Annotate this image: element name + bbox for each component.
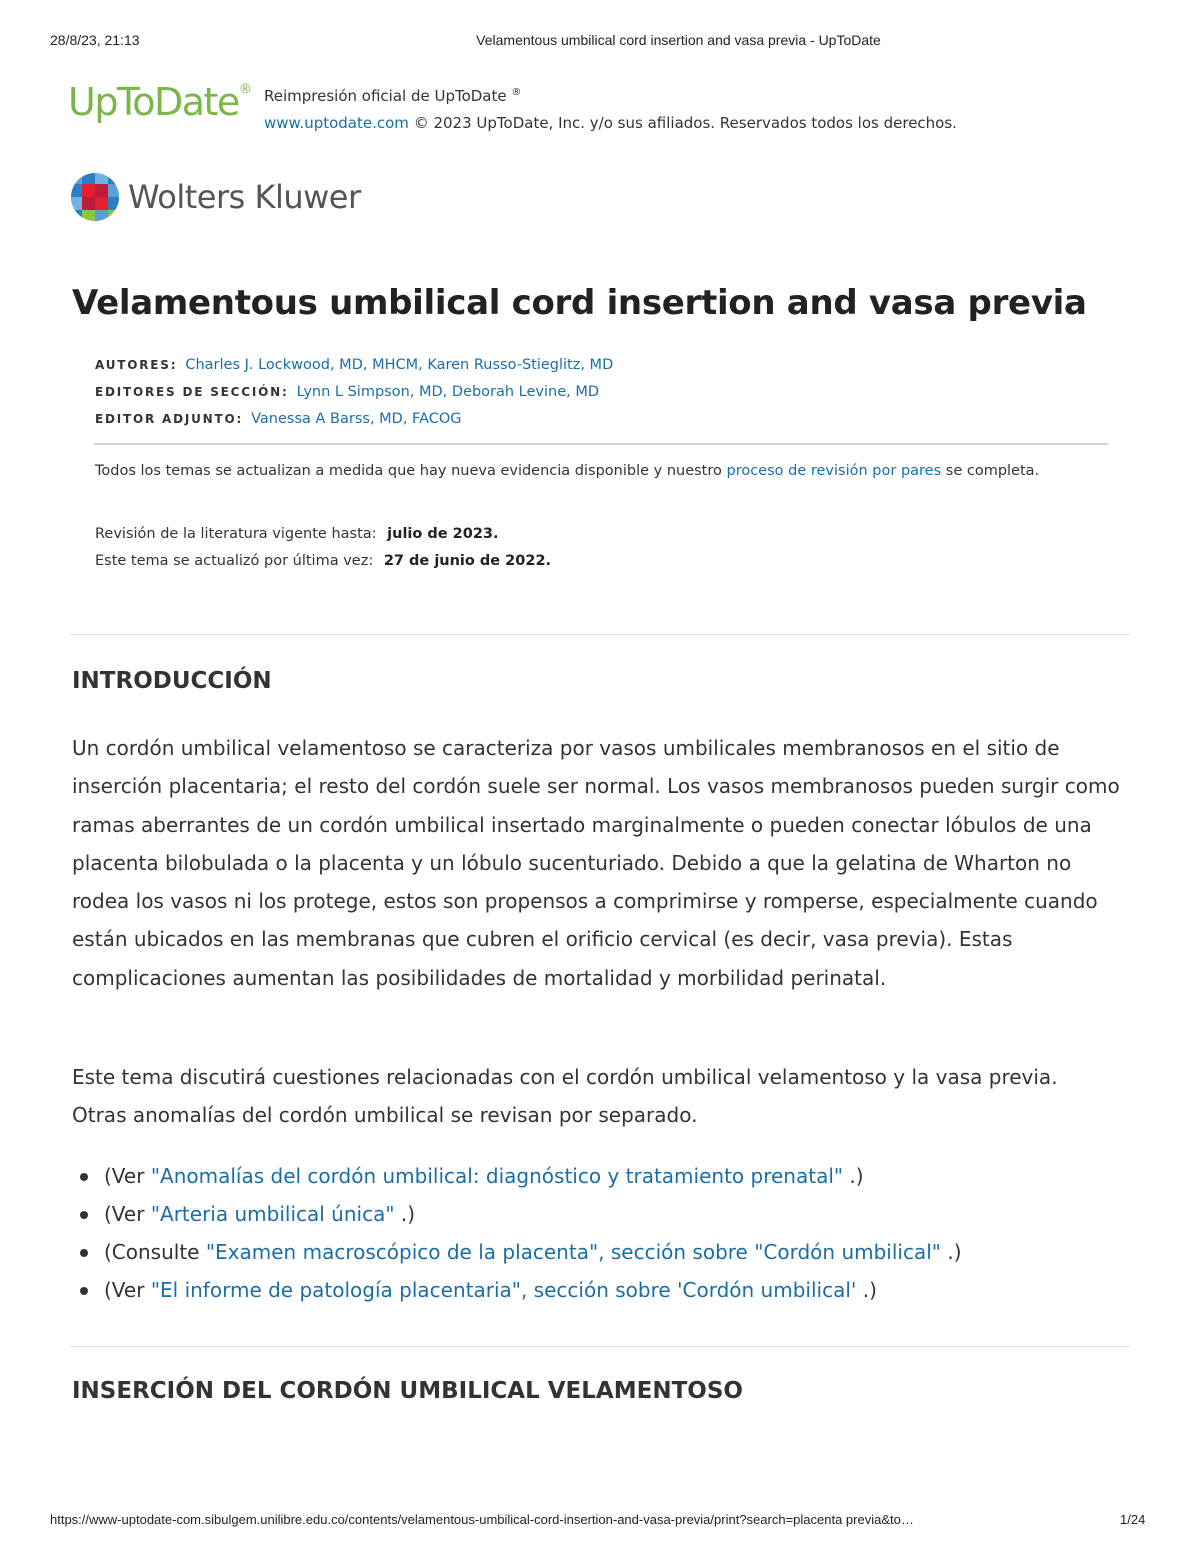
intro-heading: INTRODUCCIÓN — [72, 668, 272, 694]
article-title: Velamentous umbilical cord insertion and vasa previa — [72, 283, 1087, 323]
list-item: (Consulte "Examen macroscópico de la placenta", sección sobre "Cordón umbilical" .) — [72, 1233, 962, 1271]
print-page-title: Velamentous umbilical cord insertion and vasa previa - UpToDate — [476, 32, 881, 48]
wolters-kluwer-logo-icon — [70, 172, 120, 222]
topic-link[interactable]: "El informe de patología placentaria", sección sobre 'Cordón umbilical' — [150, 1278, 857, 1302]
intro-paragraph-1: Un cordón umbilical velamentoso se caracteriza por vasos umbilicales membranosos en el sitio de inserción placentaria; el resto del cordón suele ser normal. Los vasos membranosos pueden surgir como ramas aberrantes de un cordón umbilical insertado marginalmente o pueden conectar lóbulos de una placenta bilobulada o la placenta y un lóbulo sucenturiado. Debido a que la gelatina de Wharton no rodea los vasos ni los protege, estos son propensos a comprimirse y romperse, especialmente cuando están ubicados en las membranas que cubren el orificio cervical (es decir, vasa previa). Estas complicaciones aumentan las posibilidades de mortalidad y morbilidad perinatal. — [72, 736, 1120, 990]
uptodate-site-link[interactable]: www.uptodate.com — [264, 114, 409, 132]
section-editors-row — [95, 384, 599, 400]
literature-review-row: Revisión de la literatura vigente hasta: julio de 2023. — [95, 526, 499, 542]
topic-link[interactable]: "Anomalías del cordón umbilical: diagnóstico y tratamiento prenatal" — [150, 1164, 844, 1188]
peer-review-link[interactable]: proceso de revisión por pares — [726, 463, 942, 479]
section-editors-link[interactable]: Lynn L Simpson, MD, Deborah Levine, MD — [296, 384, 600, 400]
velamentous-section-heading: INSERCIÓN DEL CORDÓN UMBILICAL VELAMENTOSO — [72, 1378, 743, 1404]
list-item: (Ver "Arteria umbilical única" .) — [72, 1195, 962, 1233]
related-topics-list — [72, 1157, 962, 1309]
print-datetime: 28/8/23, 21:13 — [50, 32, 140, 48]
reprint-notice: Reimpresión oficial de UpToDate ® — [264, 87, 522, 105]
topic-link[interactable]: "Arteria umbilical única" — [150, 1202, 395, 1226]
divider — [94, 443, 1108, 445]
deputy-editor-link[interactable]: Vanessa A Barss, MD, FACOG — [251, 411, 462, 427]
bullet-icon — [80, 1173, 88, 1181]
print-page-number: 1/24 — [1120, 1512, 1146, 1527]
list-item: (Ver "El informe de patología placentaria", sección sobre 'Cordón umbilical' .) — [72, 1271, 962, 1309]
bullet-icon — [80, 1287, 88, 1295]
uptodate-logo: UpToDate® — [68, 80, 252, 124]
copyright-line: www.uptodate.com © 2023 UpToDate, Inc. y/o sus afiliados. Reservados todos los derechos. — [264, 114, 957, 132]
list-item: (Ver "Anomalías del cordón umbilical: diagnóstico y tratamiento prenatal" .) — [72, 1157, 962, 1195]
topic-link[interactable]: "Examen macroscópico de la placenta", sección sobre "Cordón umbilical" — [205, 1240, 941, 1264]
last-updated-row: Este tema se actualizó por última vez: 27 de junio de 2022. — [95, 553, 552, 569]
deputy-editor-row — [95, 411, 462, 427]
section-divider — [70, 1346, 1130, 1347]
authors-row — [95, 357, 613, 373]
authors-link[interactable]: Charles J. Lockwood, MD, MHCM, Karen Russo-Stieglitz, MD — [185, 357, 614, 373]
section-editors-label: EDITORES DE SECCIÓN: — [95, 385, 289, 399]
bullet-icon — [80, 1211, 88, 1219]
bullet-icon — [80, 1249, 88, 1257]
authors-label: AUTORES: — [95, 358, 178, 372]
section-divider — [70, 634, 1130, 635]
update-note: Todos los temas se actualizan a medida que hay nueva evidencia disponible y nuestro proceso de revisión por pares se completa. — [95, 463, 1040, 479]
intro-paragraph-2: Este tema discutirá cuestiones relacionadas con el cordón umbilical velamentoso y la vasa previa. Otras anomalías del cordón umbilical se revisan por separado. — [72, 1065, 1058, 1128]
wolters-kluwer-logo-text: Wolters Kluwer — [128, 178, 361, 216]
deputy-editor-label: EDITOR ADJUNTO: — [95, 412, 244, 426]
print-url: https://www-uptodate-com.sibulgem.unilibre.edu.co/contents/velamentous-umbilical-cord-insertion-and-vasa-previa/print?search=placenta previa&to… — [50, 1512, 914, 1527]
